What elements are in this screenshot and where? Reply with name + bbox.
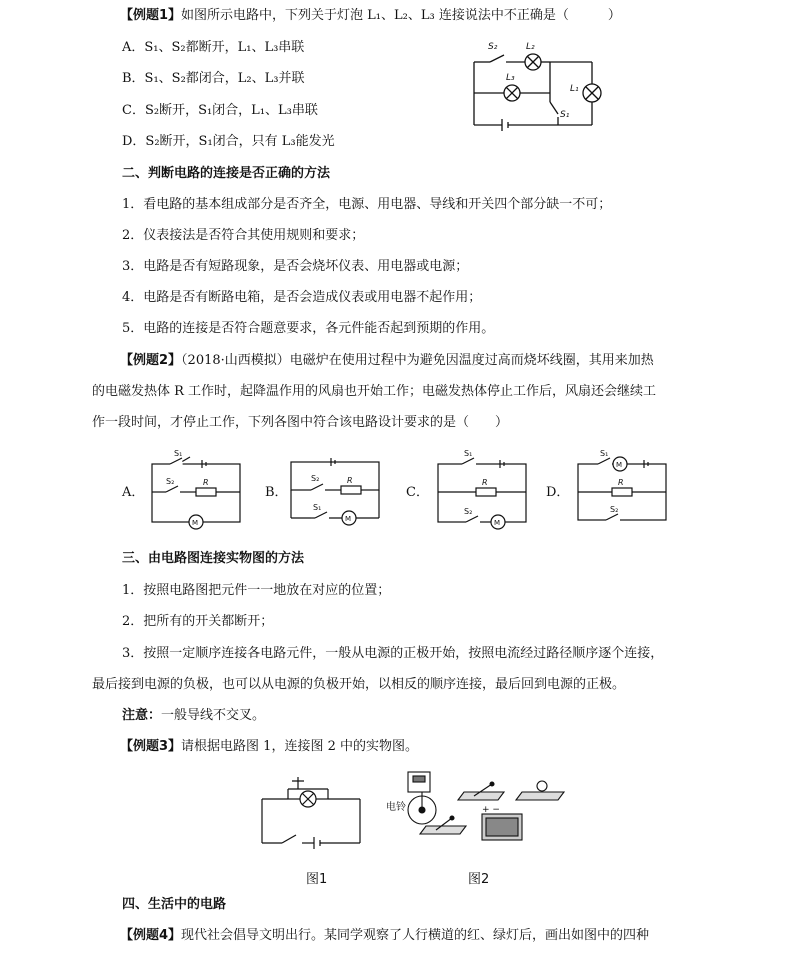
section-2-item-2: 2．仪表接法是否符合其使用规则和要求； — [122, 228, 365, 243]
section-3-item-2: 2．把所有的开关都断开； — [122, 614, 274, 629]
section-3-item-3: 3．按照一定顺序连接各电路元件，一般从电源的正极开始，按照电流经过路径顺序逐个连接， — [122, 646, 664, 661]
example-1-option-a: A．S₁、S₂都断开，L₁、L₃串联 — [122, 40, 305, 55]
example-2-line-1: 【例题2】（2018·山西模拟）电磁炉在使用过程中为避免因温度过高而烧坏线圈，其用来加热 — [120, 353, 654, 368]
example-1-circuit-diagram — [470, 35, 610, 135]
example-2-line-2: 的电磁发热体 R 工作时，起降温作用的风扇也开始工作；电磁发热体停止工作后，风扇还会继续工 — [92, 384, 657, 399]
example-2-circuit-a — [148, 448, 244, 528]
example-3-figure-2 — [386, 770, 586, 848]
example-1-option-b: B．S₁、S₂都闭合，L₂、L₃并联 — [122, 71, 305, 86]
label-l3: L₃ — [506, 73, 515, 83]
section-2-title: 二、判断电路的连接是否正确的方法 — [122, 166, 331, 181]
example-3-figure-1 — [258, 775, 368, 850]
section-3-item-3-cont: 最后接到电源的负极，也可以从电源的负极开始，以相反的顺序连接，最后回到电源的正极。 — [92, 677, 626, 692]
section-3-item-1: 1．按照电路图把元件一一地放在对应的位置； — [122, 583, 391, 598]
svg-text:R: R — [347, 476, 353, 485]
example-2-circuit-d — [574, 448, 670, 528]
example-2-option-c: C． — [406, 485, 429, 500]
example-1-option-d: D．S₂断开，S₁闭合，只有 L₃能发光 — [122, 134, 335, 149]
label-s1: S₁ — [560, 110, 570, 120]
example-4-head: 【例题4】 — [120, 928, 182, 943]
label-s2: S₂ — [488, 42, 498, 52]
section-2-item-4: 4．电路是否有断路电箱，是否会造成仪表或用电器不起作用； — [122, 290, 482, 305]
svg-text:R: R — [203, 478, 209, 487]
section-2-item-5: 5．电路的连接是否符合题意要求，各元件能否起到预期的作用。 — [122, 321, 495, 336]
svg-text:S₂: S₂ — [464, 507, 473, 516]
section-2-item-1: 1．看电路的基本组成部分是否齐全，电源、用电器、导线和开关四个部分缺一不可； — [122, 197, 612, 212]
bell-label: 电铃 — [386, 802, 406, 813]
svg-text:M: M — [494, 519, 501, 527]
svg-text:S₁: S₁ — [600, 449, 609, 458]
svg-text:S₁: S₁ — [313, 503, 322, 512]
battery-signs: + − — [482, 805, 500, 815]
svg-text:R: R — [482, 478, 488, 487]
svg-text:S₂: S₂ — [610, 505, 619, 514]
example-1-text: 如图所示电路中，下列关于灯泡 L₁、L₂、L₃ 连接说法中不正确是（ ） — [181, 8, 621, 23]
example-2-option-a: A． — [122, 485, 145, 500]
svg-text:S₁: S₁ — [174, 449, 183, 458]
example-2-option-d: D． — [546, 485, 570, 500]
section-3-title: 三、由电路图连接实物图的方法 — [122, 551, 305, 566]
svg-text:S₂: S₂ — [311, 474, 320, 483]
example-1-option-c: C．S₂断开，S₁闭合，L₁、L₃串联 — [122, 103, 318, 118]
section-2-item-3: 3．电路是否有短路现象，是否会烧坏仪表、用电器或电源； — [122, 259, 469, 274]
svg-text:M: M — [616, 461, 623, 469]
example-4-question: 【例题4】现代社会倡导文明出行。某同学观察了人行横道的红、绿灯后，画出如图中的四种 — [120, 928, 650, 943]
svg-text:M: M — [192, 519, 199, 527]
svg-text:S₁: S₁ — [464, 449, 473, 458]
example-3-head: 【例题3】 — [120, 739, 182, 754]
example-1-head: 【例题1】 — [120, 8, 182, 23]
example-2-circuit-c — [434, 448, 530, 528]
label-l2: L₂ — [526, 42, 535, 52]
label-l1: L₁ — [570, 84, 579, 94]
example-2-head: 【例题2】 — [120, 353, 182, 368]
figure-1-caption: 图1 — [306, 872, 328, 887]
example-2-circuit-b — [287, 448, 383, 528]
svg-text:S₂: S₂ — [166, 477, 175, 486]
svg-text:R: R — [618, 478, 624, 487]
section-3-note: 注意：一般导线不交叉。 — [122, 708, 266, 723]
example-3-question: 【例题3】请根据电路图 1，连接图 2 中的实物图。 — [120, 739, 418, 754]
example-1-question — [120, 7, 621, 25]
example-2-line-3: 作一段时间，才停止工作，下列各图中符合该电路设计要求的是（ ） — [92, 415, 509, 430]
example-2-option-b: B． — [265, 485, 288, 500]
svg-text:M: M — [345, 515, 352, 523]
figure-2-caption: 图2 — [468, 872, 490, 887]
section-4-title: 四、生活中的电路 — [122, 897, 227, 912]
